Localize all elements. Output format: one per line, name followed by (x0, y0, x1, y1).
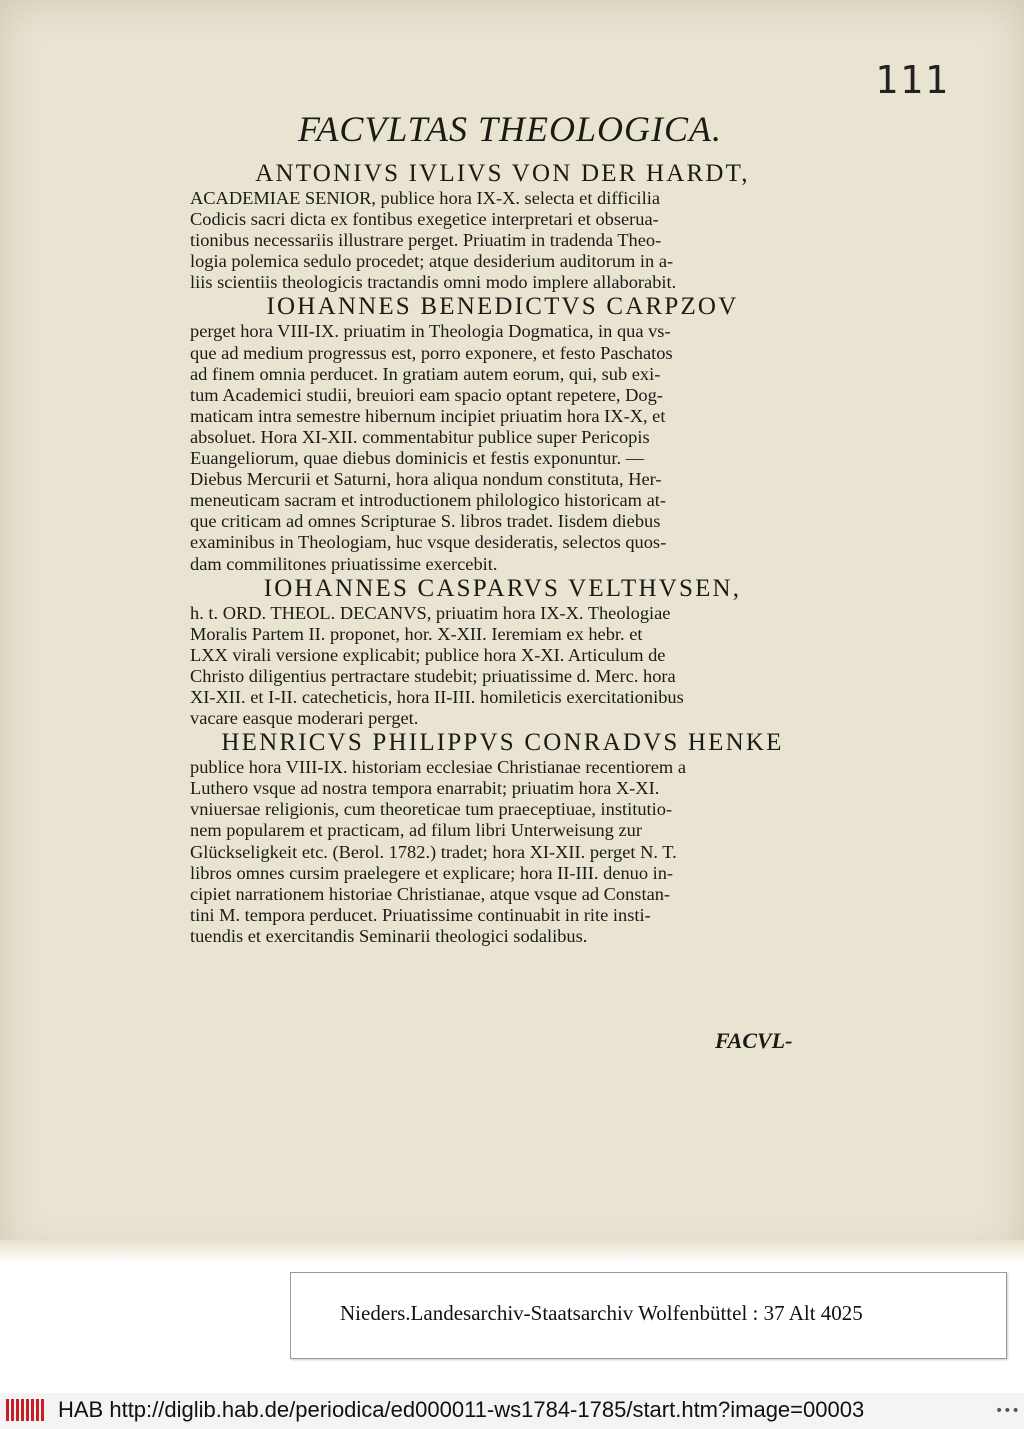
text-line: Codicis sacri dicta ex fontibus exegetice interpretari et obserua- (190, 209, 659, 230)
text-line: Euangeliorum, quae diebus dominicis et festis exponuntur. — (190, 448, 645, 469)
text-line: tuendis et exercitandis Seminarii theologici sodalibus. (190, 925, 588, 946)
page-title: FACVLTAS THEOLOGICA. (298, 109, 722, 149)
text-line: vniuersae religionis, cum theoreticae tum praeceptiuae, institutio- (190, 799, 673, 820)
text-line: tum Academici studii, breuiori eam spacio optant repetere, Dog- (190, 384, 663, 405)
entry-henke (190, 729, 815, 947)
archive-label-text: Nieders.Landesarchiv-Staatsarchiv Wolfenbüttel : 37 Alt 4025 (340, 1301, 863, 1325)
text-line: que ad medium progressus est, porro exponere, et festo Paschatos (190, 342, 673, 363)
entry-name: IOHANNES CASPARVS VELTHVSEN, (263, 574, 742, 602)
entry-hardt (190, 160, 815, 293)
page-number: 111 (875, 58, 950, 102)
text-line: dam commilitones priuatissime exercebit. (190, 553, 498, 574)
barcode-icon (6, 1399, 50, 1421)
text-line: liis scientiis theologicis tractandis omni modo implere allaborabit. (190, 272, 677, 293)
text-line: XI-XII. et I-II. catecheticis, hora II-III. homileticis exercitationibus (190, 686, 684, 707)
entry-carpzov (190, 293, 815, 574)
text-line: LXX virali versione explicabit; publice hora X-XI. Articulum de (190, 644, 666, 665)
catchword: FACVL- (715, 1028, 793, 1053)
entry-name: ANTONIVS IVLIVS VON DER HARDT, (255, 160, 750, 187)
text-line: libros omnes cursim praelegere et explicare; hora II-III. denuo in- (190, 862, 674, 883)
footer-url[interactable]: HAB http://diglib.hab.de/periodica/ed000011-ws1784-1785/start.htm?image=00003 (58, 1397, 865, 1422)
text-line: maticam intra semestre hibernum incipiet priuatim hora IX-X, et (190, 405, 666, 426)
text-line: ad finem omnia perducet. In gratiam autem eorum, qui, sub exi- (190, 363, 661, 384)
more-icon[interactable]: ••• (995, 1403, 1020, 1419)
text-line: tionibus necessariis illustrare perget. Priuatim in tradenda Theo- (190, 230, 662, 251)
text-line: Christo diligentius pertractare studebit; priuatissime d. Merc. hora (190, 665, 676, 686)
text-line: nem popularem et practicam, ad filum libri Unterweisung zur (190, 820, 642, 841)
entry-velthusen (190, 575, 815, 730)
text-line: Glückseligkeit etc. (Berol. 1782.) tradet; hora XI-XII. perget N. T. (190, 841, 677, 862)
text-line: publice hora VIII-IX. historiam ecclesiae Christianae recentiorem a (190, 757, 686, 778)
text-line: absoluet. Hora XI-XII. commentabitur publice super Pericopis (190, 426, 650, 447)
text-line: Moralis Partem II. proponet, hor. X-XII. Ieremiam ex hebr. et (190, 623, 643, 644)
text-line: vacare easque moderari perget. (190, 708, 419, 729)
text-line: Luthero vsque ad nostra tempora enarrabit; priuatim hora X-XI. (190, 778, 660, 799)
text-line: logia polemica sedulo procedet; atque desiderium auditorum in a- (190, 251, 674, 272)
text-line: tini M. tempora perducet. Priuatissime continuabit in rite insti- (190, 904, 651, 925)
text-line: cipiet narrationem historiae Christianae, atque vsque ad Constan- (190, 883, 671, 904)
text-line: ACADEMIAE SENIOR, publice hora IX-X. selecta et difficilia (190, 188, 661, 208)
text-line: h. t. ORD. THEOL. DECANVS, priuatim hora IX-X. Theologiae (190, 602, 671, 623)
text-line: Diebus Mercurii et Saturni, hora aliqua nondum constituta, Her- (190, 469, 662, 490)
text-line: examinibus in Theologiam, huc vsque desideratis, selectos quos- (190, 532, 667, 553)
page-edge (0, 1240, 1024, 1262)
entry-name: HENRICVS PHILIPPVS CONRADVS HENKE (221, 729, 784, 757)
text-line: que criticam ad omnes Scripturae S. libros tradet. Iisdem diebus (190, 511, 661, 532)
text-line: meneuticam sacram et introductionem philologico historicam at- (190, 490, 666, 511)
entry-name: IOHANNES BENEDICTVS CARPZOV (266, 293, 739, 321)
text-line: perget hora VIII-IX. priuatim in Theologia Dogmatica, in qua vs- (190, 321, 671, 342)
text-block (190, 160, 815, 947)
